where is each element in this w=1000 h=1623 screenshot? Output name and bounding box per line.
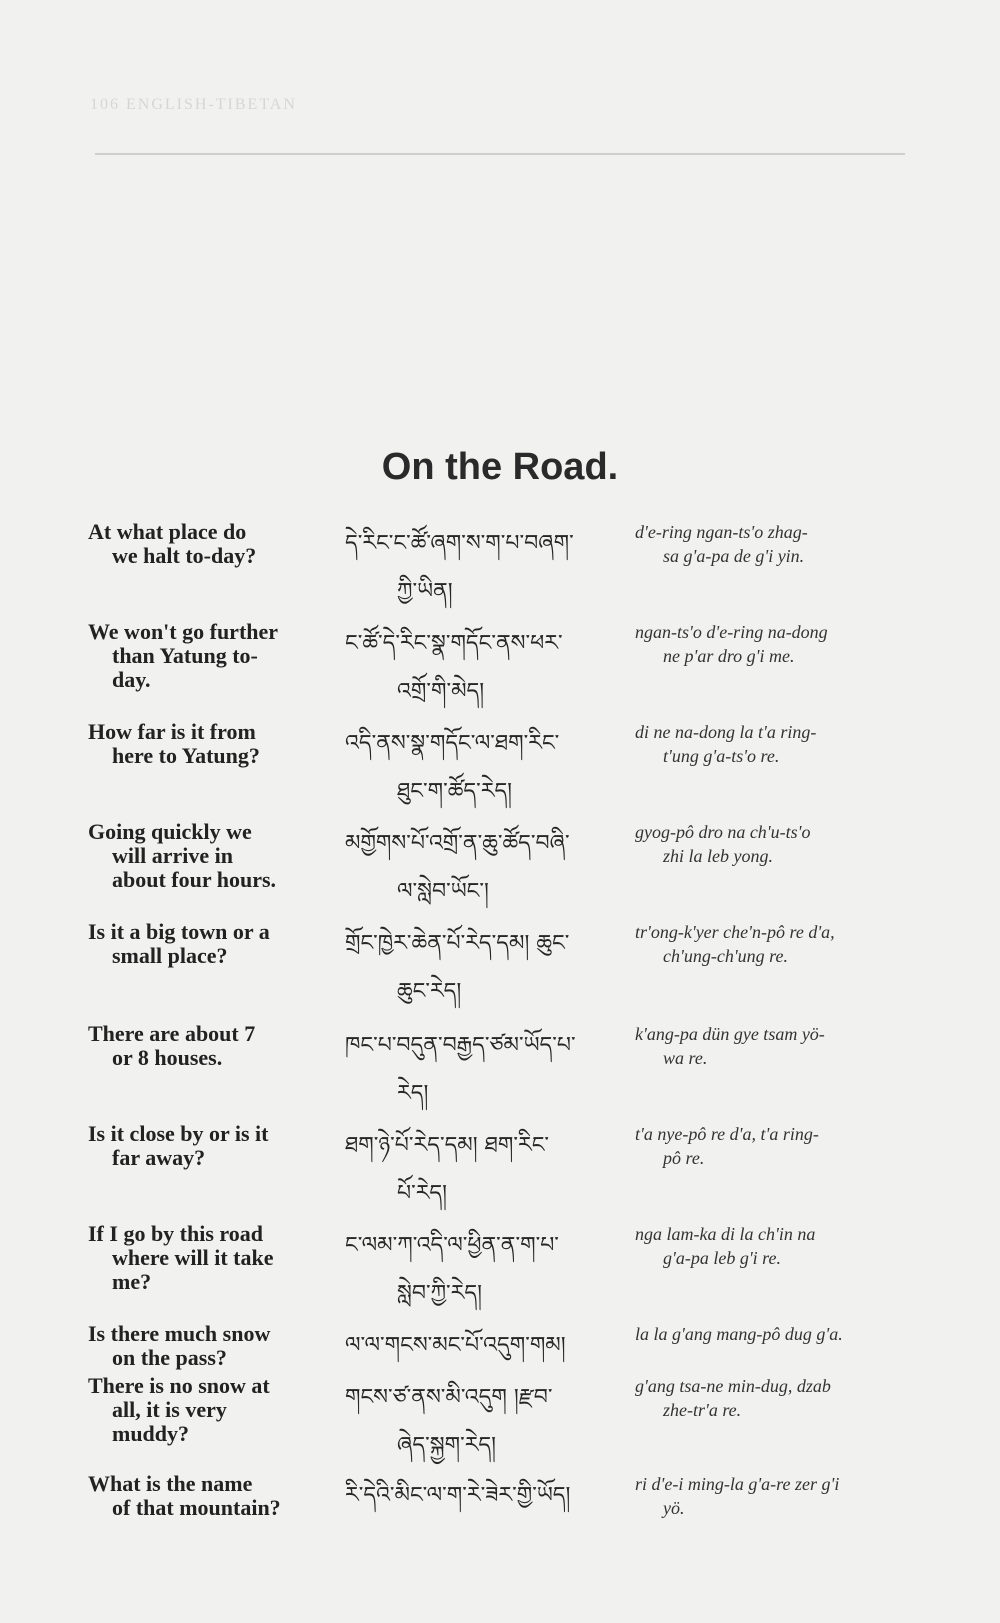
transliteration-line: la la g'ang mang-pô dug g'a.: [635, 1324, 843, 1344]
english-phrase-line: There is no snow at: [88, 1373, 270, 1398]
english-phrase-line: At what place do: [88, 519, 247, 544]
phrase-entry: [0, 719, 1000, 804]
phrase-entry: [0, 619, 1000, 704]
tibetan-phrase: [345, 1374, 625, 1470]
transliteration-line: ngan-ts'o d'e-ring na-dong: [635, 622, 828, 642]
english-phrase-line: or 8 houses.: [112, 1045, 223, 1070]
faded-header-rule: [95, 153, 905, 155]
tibetan-phrase: [345, 920, 625, 1016]
english-phrase-line: If I go by this road: [88, 1221, 264, 1246]
tibetan-phrase: [345, 720, 625, 816]
english-phrase: [88, 720, 338, 768]
english-phrase-line: on the pass?: [112, 1345, 227, 1370]
transliteration-line: g'ang tsa-ne min-dug, dzab: [635, 1376, 831, 1396]
transliteration: [635, 520, 915, 568]
english-phrase-line: small place?: [112, 943, 228, 968]
english-phrase-line: muddy?: [112, 1421, 190, 1446]
tibetan-phrase-line: ཆུང་རེད།: [397, 979, 462, 1004]
english-phrase-line: day.: [112, 667, 151, 692]
phrase-entry: [0, 1373, 1000, 1458]
tibetan-phrase-line: གྲོང་ཁྱེར་ཆེན་པོ་རེད་དམ། ཆུང་: [345, 931, 570, 956]
english-phrase-line: Is there much snow: [88, 1321, 271, 1346]
tibetan-phrase-line: ཐུང་ག་ཚོད་རེད།: [397, 779, 513, 804]
english-phrase: [88, 1472, 338, 1520]
tibetan-phrase: [345, 620, 625, 716]
english-phrase-line: than Yatung to-: [112, 643, 258, 668]
tibetan-phrase-line: པོ་རེད།: [397, 1181, 448, 1206]
transliteration-line: ri d'e-i ming-la g'a-re zer g'i: [635, 1474, 840, 1494]
tibetan-phrase-line: ང་ཚོ་དེ་རིང་སྣ་གདོང་ནས་ཕར་: [345, 631, 563, 656]
tibetan-phrase: [345, 1122, 625, 1218]
transliteration-line: g'a-pa leb g'i re.: [663, 1248, 782, 1268]
tibetan-phrase-line: ཞེད་སྐྱག་རེད།: [397, 1433, 497, 1458]
english-phrase: [88, 520, 338, 568]
english-phrase-line: How far is it from: [88, 719, 256, 744]
phrase-entry: [0, 819, 1000, 904]
english-phrase-line: here to Yatung?: [112, 743, 260, 768]
tibetan-phrase: [345, 520, 625, 616]
english-phrase: [88, 920, 338, 968]
phrase-entry: [0, 1021, 1000, 1106]
tibetan-phrase: [345, 1022, 625, 1118]
english-phrase-line: of that mountain?: [112, 1495, 281, 1520]
tibetan-phrase: [345, 820, 625, 916]
english-phrase-line: Is it a big town or a: [88, 919, 270, 944]
transliteration-line: pô re.: [663, 1148, 705, 1168]
tibetan-phrase-line: ཀྱི་ཡིན།: [397, 579, 453, 604]
phrase-entry: [0, 1472, 1000, 1552]
english-phrase: [88, 1374, 338, 1446]
english-phrase: [88, 1022, 338, 1070]
tibetan-phrase-line: ང་ལམ་ཀ་འདི་ལ་ཕྱིན་ན་ག་པ་: [345, 1233, 559, 1258]
transliteration-line: tr'ong-k'yer che'n-pô re d'a,: [635, 922, 835, 942]
transliteration-line: ne p'ar dro g'i me.: [663, 646, 795, 666]
transliteration: [635, 1222, 915, 1270]
english-phrase-line: What is the name: [88, 1471, 253, 1496]
english-phrase-line: Is it close by or is it: [88, 1121, 269, 1146]
transliteration: [635, 820, 915, 868]
faded-page-header: 106 ENGLISH-TIBETAN: [90, 96, 297, 113]
english-phrase-line: We won't go further: [88, 619, 279, 644]
transliteration: [635, 1322, 915, 1346]
phrase-entry: [0, 1221, 1000, 1306]
transliteration-line: sa g'a-pa de g'i yin.: [663, 546, 805, 566]
transliteration: [635, 1472, 915, 1520]
tibetan-phrase-line: ལ་ལ་གངས་མང་པོ་འདུག་གམ།: [345, 1333, 566, 1358]
transliteration-line: gyog-pô dro na ch'u-ts'o: [635, 822, 811, 842]
english-phrase-line: Going quickly we: [88, 819, 252, 844]
english-phrase: [88, 820, 338, 892]
english-phrase-line: we halt to-day?: [112, 543, 257, 568]
english-phrase-line: me?: [112, 1269, 152, 1294]
transliteration: [635, 620, 915, 668]
tibetan-phrase-line: སླེབ་ཀྱི་རེད།: [397, 1281, 483, 1306]
tibetan-phrase-line: ཐག་ཉེ་པོ་རེད་དམ། ཐག་རིང་: [345, 1133, 550, 1158]
english-phrase-line: far away?: [112, 1145, 206, 1170]
english-phrase-line: where will it take: [112, 1245, 274, 1270]
english-phrase: [88, 1322, 338, 1370]
transliteration-line: zhi la leb yong.: [663, 846, 773, 866]
transliteration-line: ch'ung-ch'ung re.: [663, 946, 788, 966]
tibetan-phrase-line: འདི་ནས་སྣ་གདོང་ལ་ཐག་རིང་: [345, 731, 560, 756]
english-phrase: [88, 620, 338, 692]
phrase-entry: [0, 919, 1000, 1004]
tibetan-phrase-line: རེད།: [397, 1081, 429, 1106]
english-phrase: [88, 1122, 338, 1170]
transliteration: [635, 1022, 915, 1070]
tibetan-phrase-line: མགྱོགས་པོ་འགྲོ་ན་ཆུ་ཚོད་བཞི་: [345, 831, 570, 856]
transliteration-line: zhe-tr'a re.: [663, 1400, 742, 1420]
phrase-entry: [0, 519, 1000, 604]
transliteration-line: d'e-ring ngan-ts'o zhag-: [635, 522, 808, 542]
transliteration-line: t'a nye-pô re d'a, t'a ring-: [635, 1124, 819, 1144]
transliteration-line: t'ung g'a-ts'o re.: [663, 746, 780, 766]
tibetan-phrase-line: དེ་རིང་ང་ཚོ་ཞག་ས་ག་པ་བཞག་: [345, 531, 574, 556]
english-phrase: [88, 1222, 338, 1294]
tibetan-phrase-line: རི་དེའི་མིང་ལ་ག་རེ་ཟེར་གྱི་ཡོད།: [345, 1483, 571, 1508]
tibetan-phrase: [345, 1222, 625, 1318]
transliteration-line: di ne na-dong la t'a ring-: [635, 722, 817, 742]
transliteration-line: nga lam-ka di la ch'in na: [635, 1224, 816, 1244]
transliteration: [635, 920, 915, 968]
phrase-entry: [0, 1121, 1000, 1206]
tibetan-phrase: [345, 1322, 625, 1370]
transliteration: [635, 720, 915, 768]
transliteration-line: k'ang-pa dün gye tsam yö-: [635, 1024, 825, 1044]
english-phrase-line: There are about 7: [88, 1021, 256, 1046]
tibetan-phrase: [345, 1472, 625, 1520]
english-phrase-line: about four hours.: [112, 867, 277, 892]
tibetan-phrase-line: གངས་ཙ་ནས་མི་འདུག །རྫབ་: [345, 1385, 553, 1410]
english-phrase-line: all, it is very: [112, 1397, 227, 1422]
transliteration: [635, 1122, 915, 1170]
english-phrase-line: will arrive in: [112, 843, 233, 868]
tibetan-phrase-line: ཁང་པ་བདུན་བརྒྱད་ཙམ་ཡོད་པ་: [345, 1033, 576, 1058]
transliteration: [635, 1374, 915, 1422]
section-title: On the Road.: [381, 446, 619, 488]
transliteration-line: wa re.: [663, 1048, 708, 1068]
transliteration-line: yö.: [663, 1498, 685, 1518]
tibetan-phrase-line: འགྲོ་གི་མེད།: [397, 679, 485, 704]
tibetan-phrase-line: ལ་སླེབ་ཡོང་།: [397, 879, 489, 904]
